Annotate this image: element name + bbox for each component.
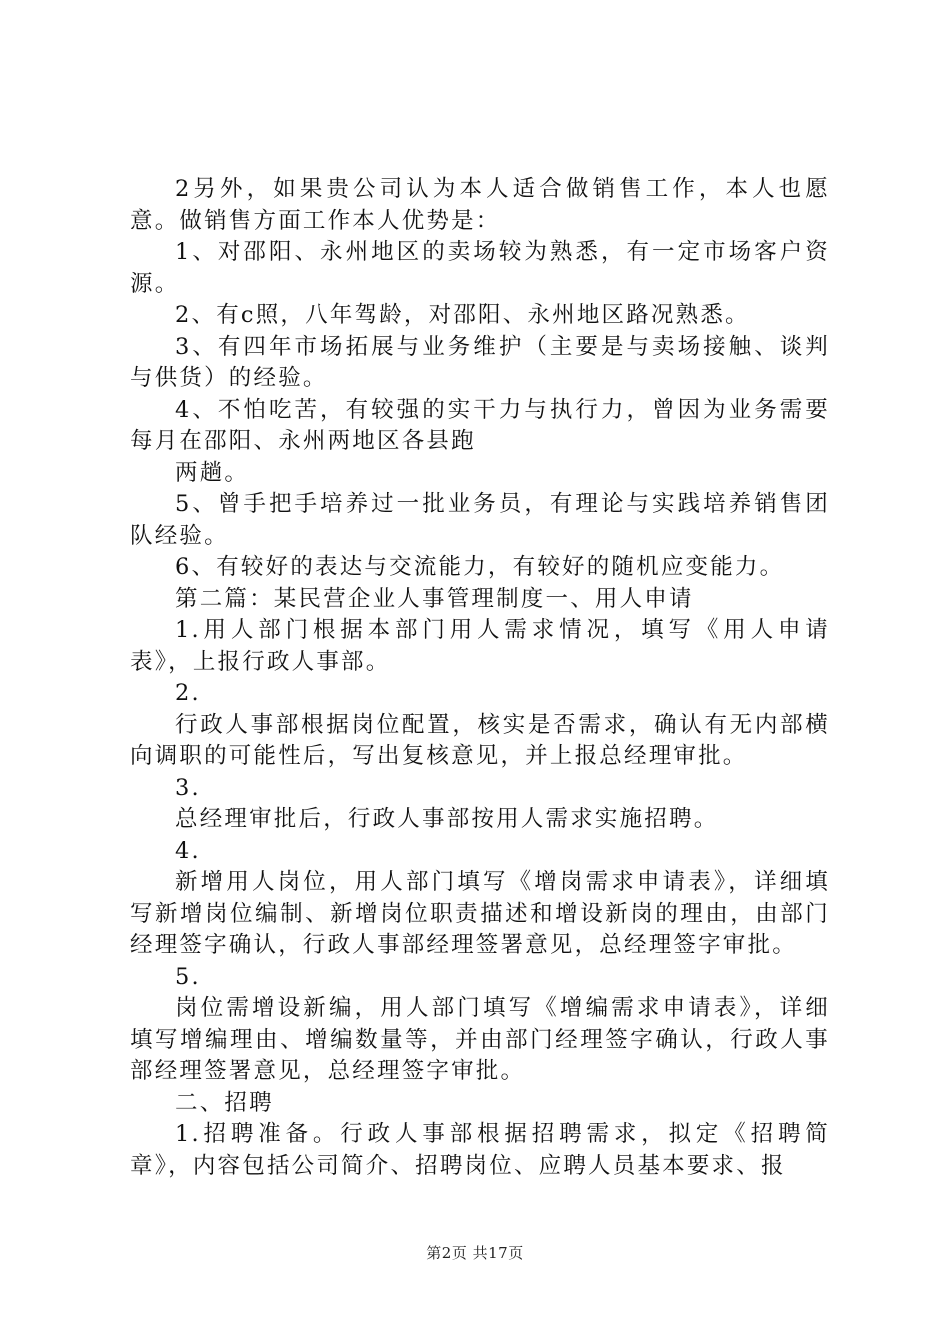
subheading-recruitment: 二、招聘	[175, 1089, 274, 1116]
paragraph-6: 两趟。	[175, 459, 250, 486]
paragraph-20: 1.招聘准备。行政人事部根据招聘需求，拟定《招聘简章》，内容包括公司简介、招聘岗位、应聘人员基本要求、报	[130, 1121, 830, 1179]
paragraph-1: 2另外，如果贵公司认为本人适合做销售工作，本人也愿意。做销售方面工作本人优势是：	[130, 176, 830, 234]
paragraph-3: 2、有c照，八年驾龄，对邵阳、永州地区路况熟悉。	[175, 302, 750, 328]
paragraph-7: 5、曾手把手培养过一批业务员，有理论与实践培养销售团队经验。	[130, 491, 830, 549]
paragraph-2: 1、对邵阳、永州地区的卖场较为熟悉，有一定市场客户资源。	[130, 239, 830, 297]
paragraph-5: 4、不怕吃苦，有较强的实干力与执行力，曾因为业务需要每月在邵阳、永州两地区各县跑	[130, 396, 830, 454]
paragraph-16: 新增用人岗位，用人部门填写《增岗需求申请表》，详细填写新增岗位编制、新增岗位职责描述和增设新岗的理由，由部门经理签字确认，行政人事部经理签署意见，总经理签字审批。	[130, 869, 830, 958]
paragraph-10: 1.用人部门根据本部门用人需求情况，填写《用人申请表》，上报行政人事部。	[130, 617, 830, 675]
paragraph-8: 6、有较好的表达与交流能力，有较好的随机应变能力。	[175, 554, 785, 580]
document-body	[130, 174, 830, 1182]
item-number-2: 2.	[175, 680, 201, 706]
page-number-label: 第2页 共17页	[426, 1244, 524, 1262]
paragraph-18: 岗位需增设新编，用人部门填写《增编需求申请表》，详细填写增编理由、增编数量等，并由部门经理签字确认，行政人事部经理签署意见，总经理签字审批。	[130, 995, 830, 1084]
item-number-3: 3.	[175, 774, 201, 801]
item-number-5: 5.	[175, 963, 201, 990]
item-number-4: 4.	[175, 837, 201, 864]
section-heading-2: 第二篇：某民营企业人事管理制度一、用人申请	[175, 585, 694, 612]
paragraph-12: 行政人事部根据岗位配置，核实是否需求，确认有无内部横向调职的可能性后，写出复核意见，并上报总经理审批。	[130, 711, 830, 769]
page-footer	[0, 1242, 950, 1263]
paragraph-14: 总经理审批后，行政人事部按用人需求实施招聘。	[175, 806, 719, 832]
paragraph-4: 3、有四年市场拓展与业务维护（主要是与卖场接触、谈判与供货）的经验。	[130, 333, 830, 391]
